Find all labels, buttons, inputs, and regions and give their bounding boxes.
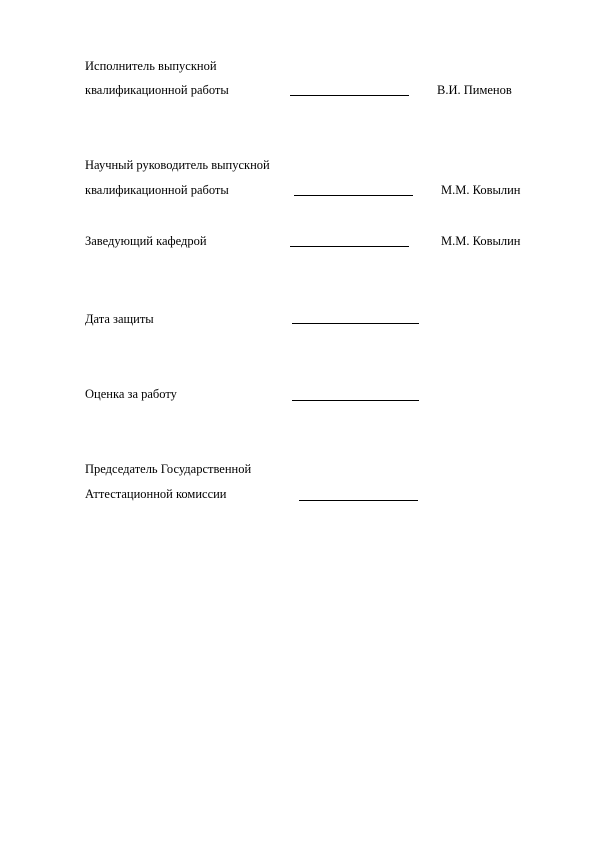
executor-name: В.И. Пименов <box>437 83 512 97</box>
commission-chair-label-line-1: Председатель Государственной <box>85 462 252 476</box>
supervisor-label-line-2: квалификационной работы <box>85 183 229 197</box>
head-of-department-label: Заведующий кафедрой <box>85 234 207 248</box>
supervisor-label-line-1: Научный руководитель выпускной <box>85 158 270 172</box>
head-of-department-name: М.М. Ковылин <box>441 234 521 248</box>
grade-line <box>292 400 419 401</box>
commission-chair-signature-line <box>299 500 418 501</box>
defense-date-label: Дата защиты <box>85 312 154 326</box>
grade-label: Оценка за работу <box>85 387 177 401</box>
commission-chair-label-line-2: Аттестационной комиссии <box>85 487 227 501</box>
executor-label-line-1: Исполнитель выпускной <box>85 59 217 73</box>
supervisor-name: М.М. Ковылин <box>441 183 521 197</box>
executor-signature-line <box>290 95 409 96</box>
supervisor-signature-line <box>294 195 413 196</box>
defense-date-line <box>292 323 419 324</box>
executor-label-line-2: квалификационной работы <box>85 83 229 97</box>
head-of-department-signature-line <box>290 246 409 247</box>
